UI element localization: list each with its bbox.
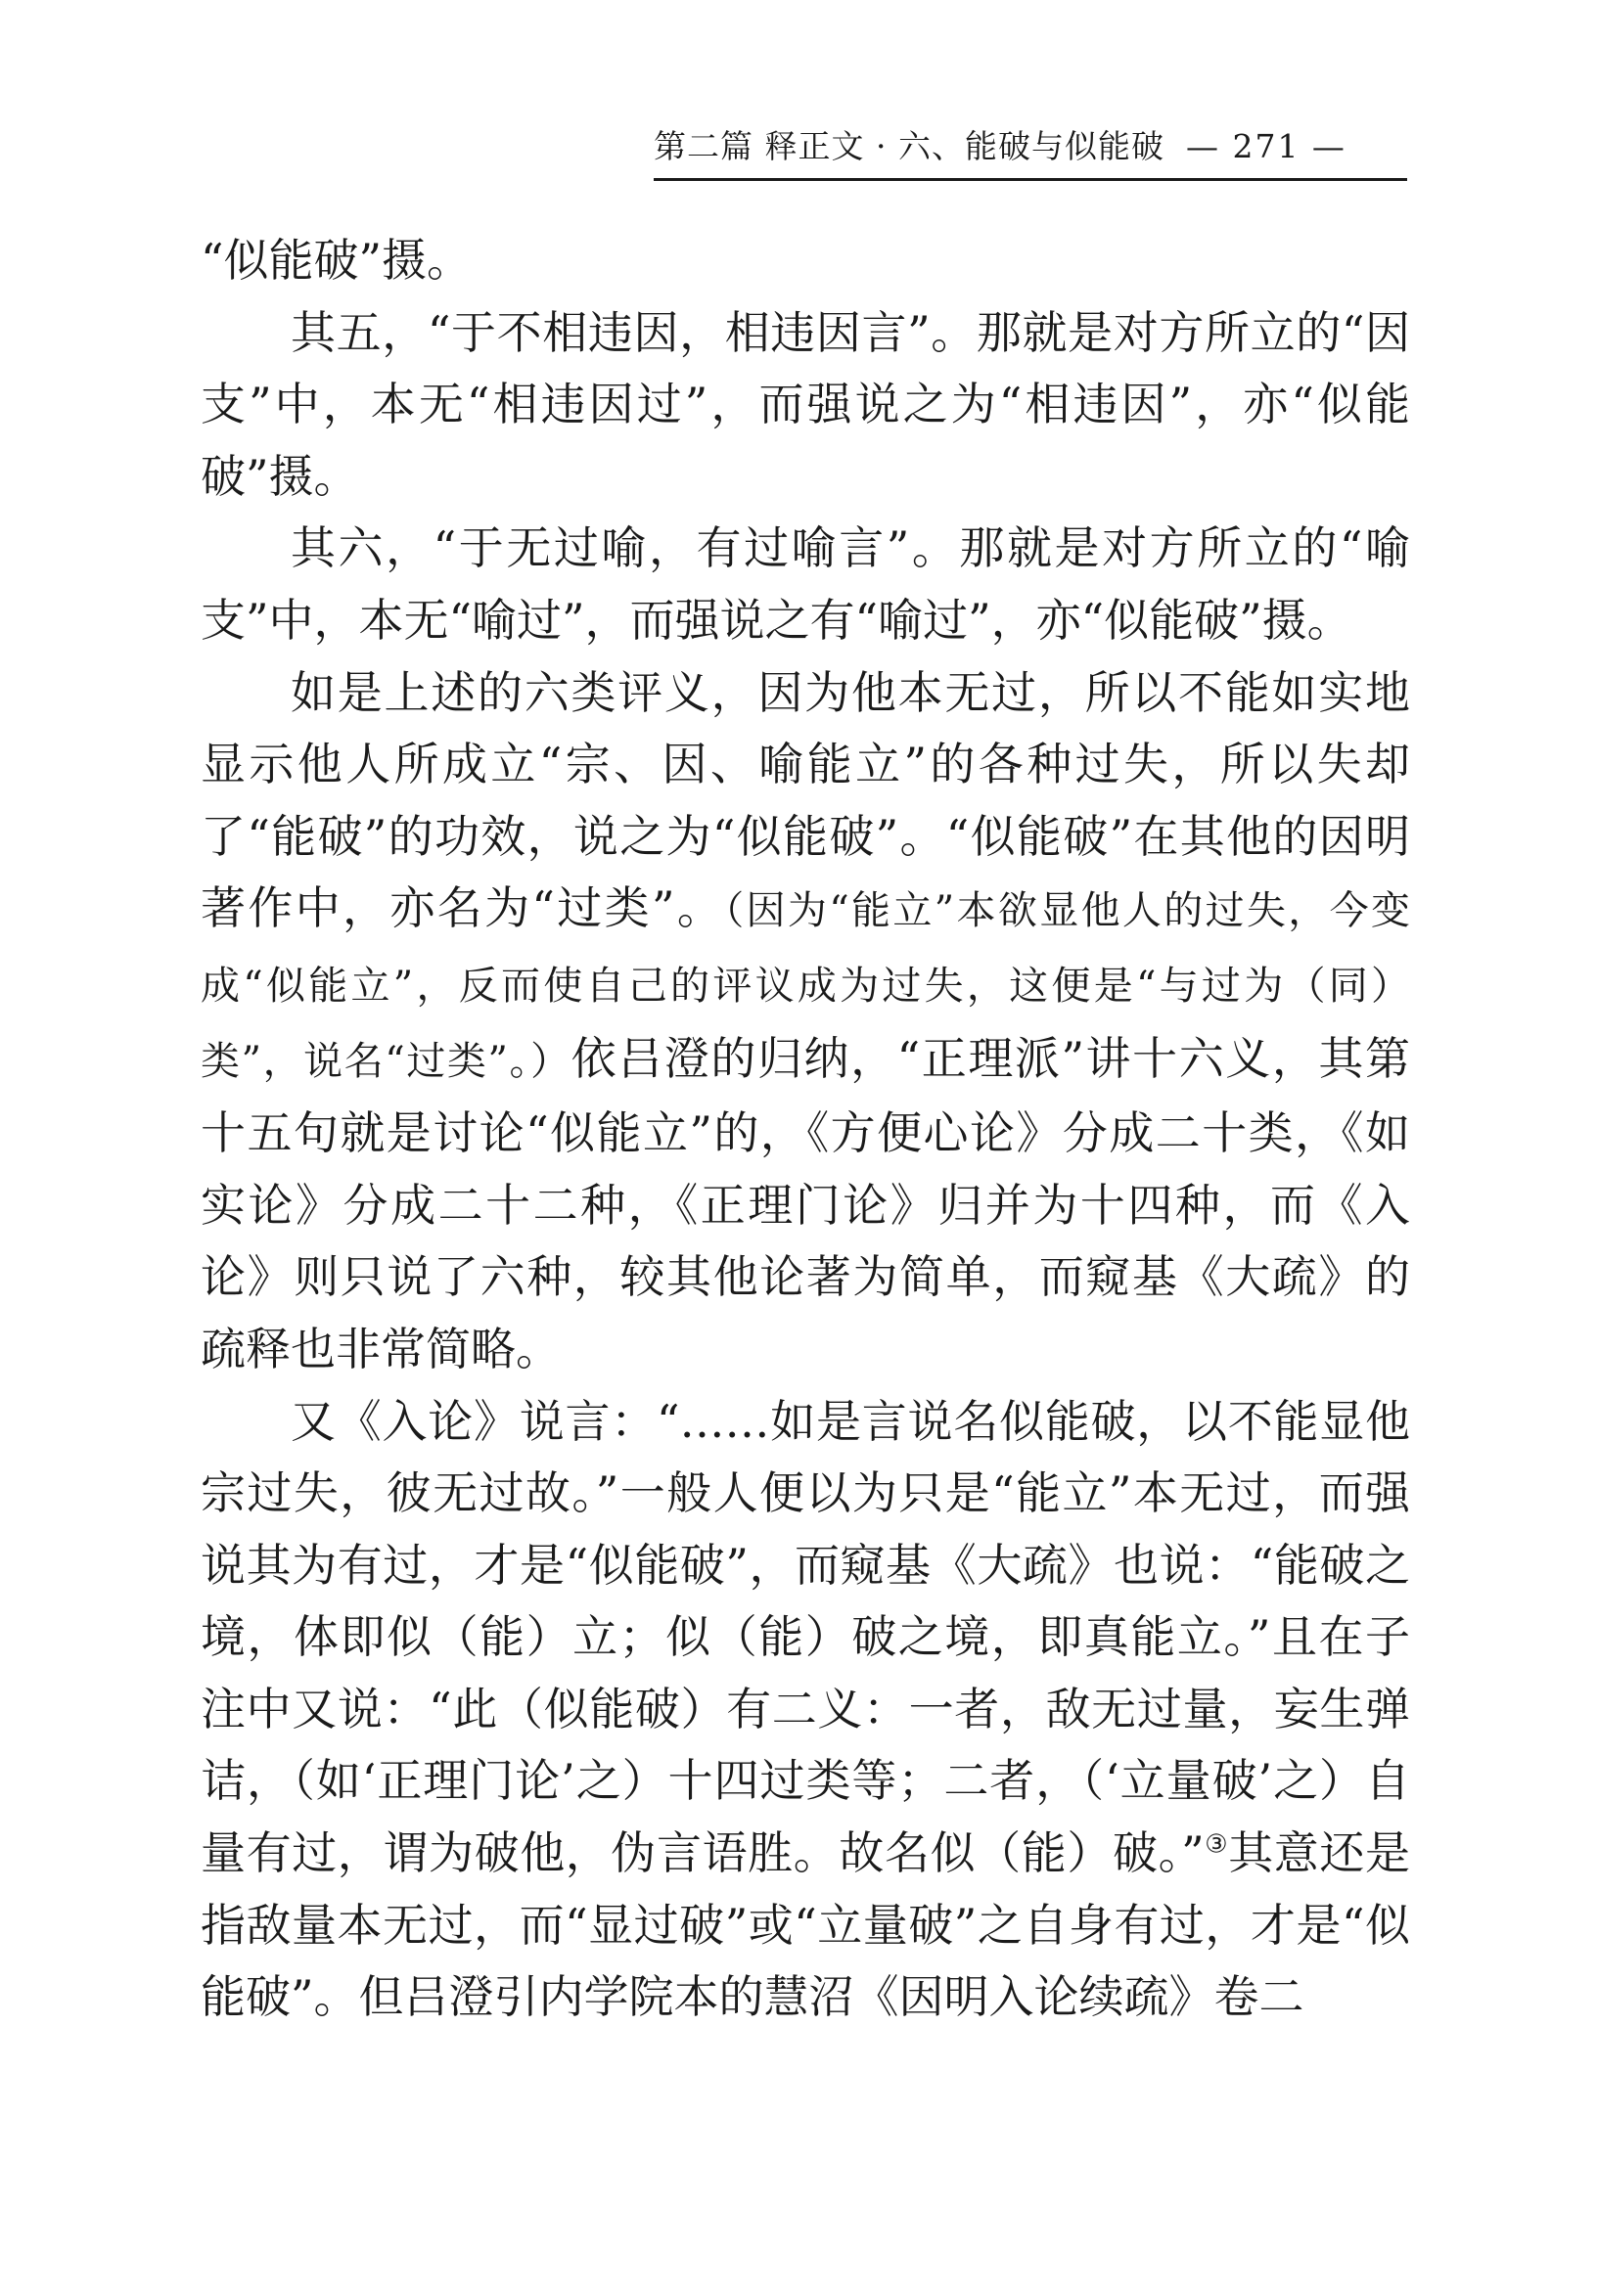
paragraph-5	[201, 1386, 1410, 2034]
footnote-marker[interactable]: ③	[1204, 1829, 1229, 1860]
body-text	[201, 225, 1410, 2034]
chapter-title: 第二篇 释正文 · 六、能破与似能破	[654, 127, 1164, 165]
running-header	[654, 125, 1407, 181]
paragraph-4-rest: 依吕澄的归纳，“正理派”讲十六义，其第十五句就是讨论“似能立”的，《方便心论》分成二十类，《如实论》分成二十二种，《正理门论》归并为十四种，而《入论》则只说了六种，较其他论著为简单，而窥基《大疏》的疏释也非常简略。	[201, 1031, 1410, 1375]
paragraph-3: 其六，“于无过喻，有过喻言”。那就是对方所立的“喻支”中，本无“喻过”，而强说之有“喻过”，亦“似能破”摄。	[201, 521, 1410, 647]
paragraph-5-rest: 其意还是指敌量本无过，而“显过破”或“立量破”之自身有过，才是“似能破”。但吕澄引内学院本的慧沼《因明入论续疏》卷二	[201, 1826, 1410, 2024]
page-number: — 271 —	[1185, 127, 1346, 165]
paragraph-4	[201, 657, 1410, 1386]
paragraph-5-main: 又《入论》说言：“……如是言说名似能破，以不能显他宗过失，彼无过故。”一般人便以为只是“能立”本无过，而强说其为有过，才是“似能破”，而窥基《大疏》也说：“能破之境，体即似（能）立；似（能）破之境，即真能立。”且在子注中又说：“此（似能破）有二义：一者，敌无过量，妄生弹诘，（如‘正理门论’之）十四过类等；二者，（‘立量破’之）自量有过，谓为破他，伪言语胜。故名似（能）破。”	[201, 1394, 1410, 1880]
paragraph-2: 其五，“于不相违因，相违因言”。那就是对方所立的“因支”中，本无“相违因过”，而强说之为“相违因”，亦“似能破”摄。	[201, 305, 1410, 503]
paragraph-4-main: 如是上述的六类评义，因为他本无过，所以不能如实地显示他人所成立“宗、因、喻能立”的各种过失，所以失却了“能破”的功效，说之为“似能破”。“似能破”在其他的因明著作中，亦名为“过类”。	[201, 665, 1410, 935]
paragraph-1: “似能破”摄。	[201, 234, 473, 287]
paragraph-4-aside: （因为“能立”本欲显他人的过失，今变成“似能立”，反而使自己的评议成为过失，这便是“与过为（同）类”，说名“过类”。）	[201, 888, 1410, 1084]
